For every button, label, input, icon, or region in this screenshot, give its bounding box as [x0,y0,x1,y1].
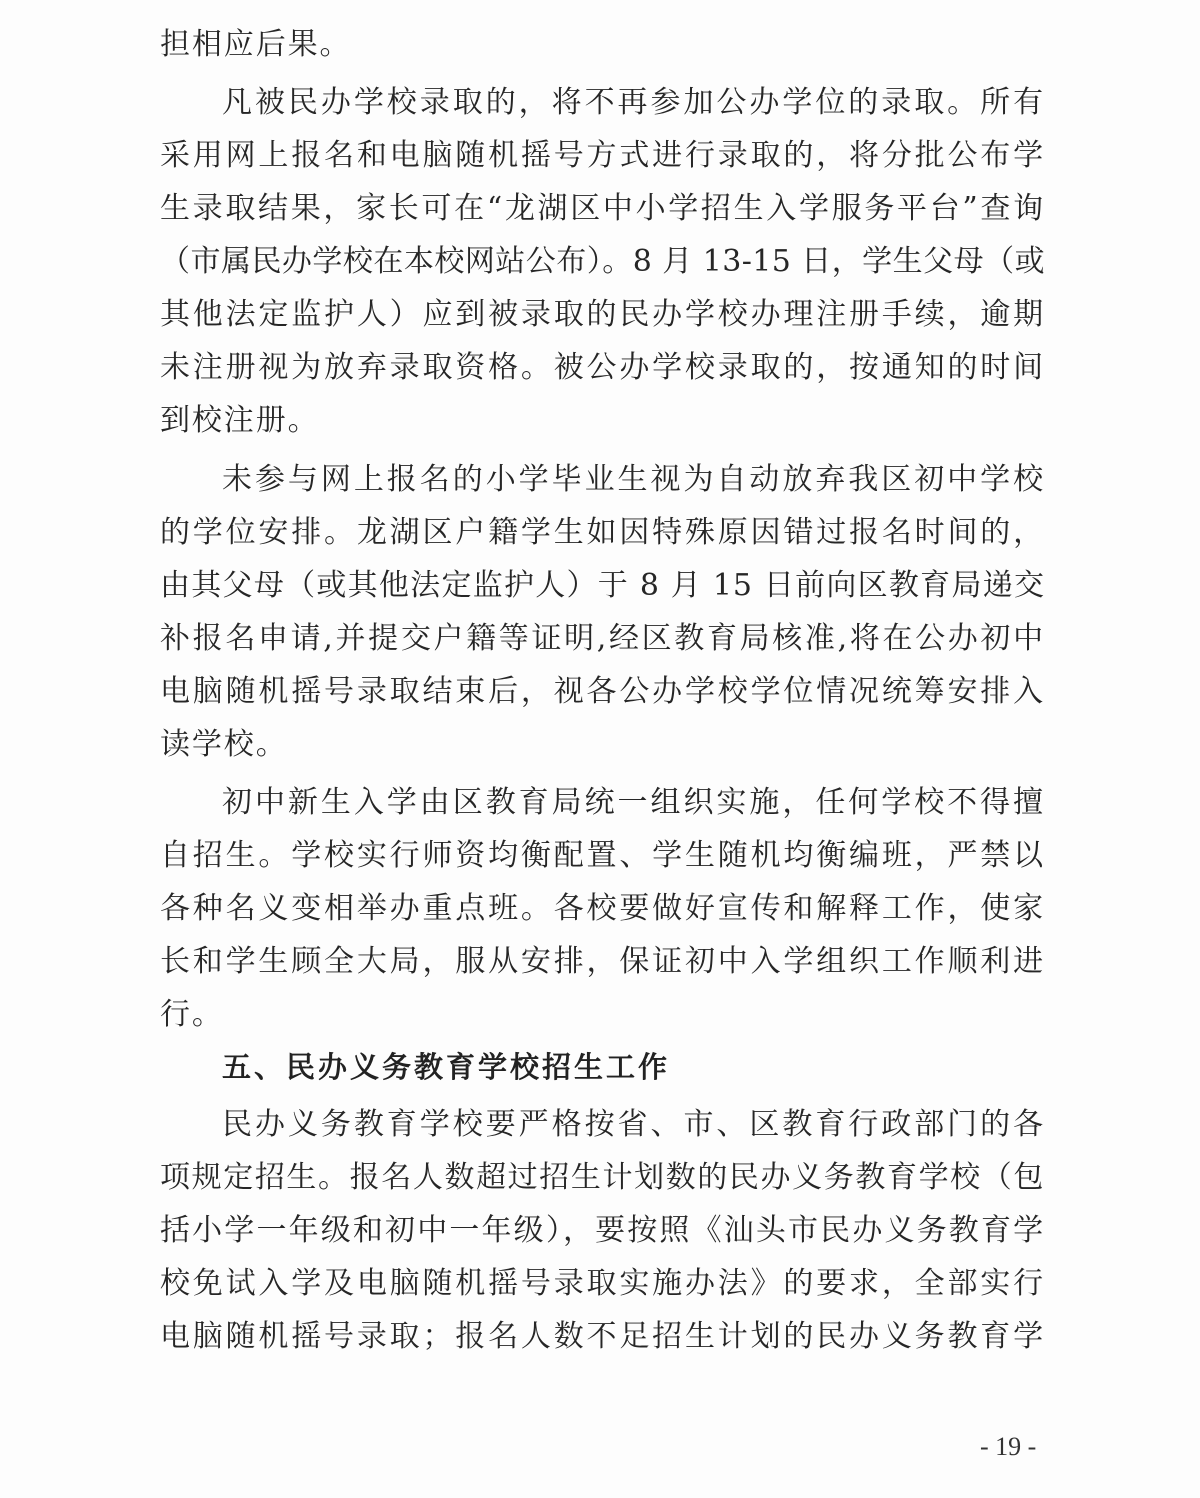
text-line: 的学位安排。龙湖区户籍学生如因特殊原因错过报名时间的， [160,515,1045,550]
text-line: 读学校。 [160,727,288,762]
paragraph-start-line: 凡被民办学校录取的，将不再参加公办学位的录取。所有 [222,85,1045,120]
text-line: 电脑随机摇号录取；报名人数不足招生计划的民办义务教育学 [160,1319,1045,1354]
text-line: 各种名义变相举办重点班。各校要做好宣传和解释工作，使家 [160,891,1045,926]
text-line: 采用网上报名和电脑随机摇号方式进行录取的，将分批公布学 [160,138,1045,173]
text-line: 项规定招生。报名人数超过招生计划数的民办义务教育学校（包 [160,1160,1045,1195]
text-line: 担相应后果。 [160,27,352,62]
section-heading: 五、民办义务教育学校招生工作 [222,1050,671,1084]
text-line: 校免试入学及电脑随机摇号录取实施办法》的要求，全部实行 [160,1266,1045,1301]
paragraph-start-line: 民办义务教育学校要严格按省、市、区教育行政部门的各 [222,1107,1045,1142]
text-line: 生录取结果，家长可在“龙湖区中小学招生入学服务平台”查询 [160,191,1045,226]
text-line: 其他法定监护人）应到被录取的民办学校办理注册手续，逾期 [160,297,1045,332]
text-line: 长和学生顾全大局，服从安排，保证初中入学组织工作顺利进 [160,944,1045,979]
paragraph-start-line: 初中新生入学由区教育局统一组织实施，任何学校不得擅 [222,785,1045,820]
text-line: 到校注册。 [160,403,320,438]
text-line: 补报名申请,并提交户籍等证明,经区教育局核准,将在公办初中 [160,621,1045,656]
text-line: 自招生。学校实行师资均衡配置、学生随机均衡编班，严禁以 [160,838,1045,873]
text-line: 未注册视为放弃录取资格。被公办学校录取的，按通知的时间 [160,350,1045,385]
text-line: 括小学一年级和初中一年级），要按照《汕头市民办义务教育学 [160,1213,1045,1248]
text-line: 由其父母（或其他法定监护人）于 8 月 15 日前向区教育局递交 [160,568,1045,603]
text-line: 电脑随机摇号录取结束后，视各公办学校学位情况统筹安排入 [160,674,1045,709]
paragraph-start-line: 未参与网上报名的小学毕业生视为自动放弃我区初中学校 [222,462,1045,497]
text-line: （市属民办学校在本校网站公布）。8 月 13-15 日，学生父母（或 [160,244,1045,279]
text-line: 行。 [160,997,224,1032]
page-number: - 19 - [980,1432,1037,1461]
